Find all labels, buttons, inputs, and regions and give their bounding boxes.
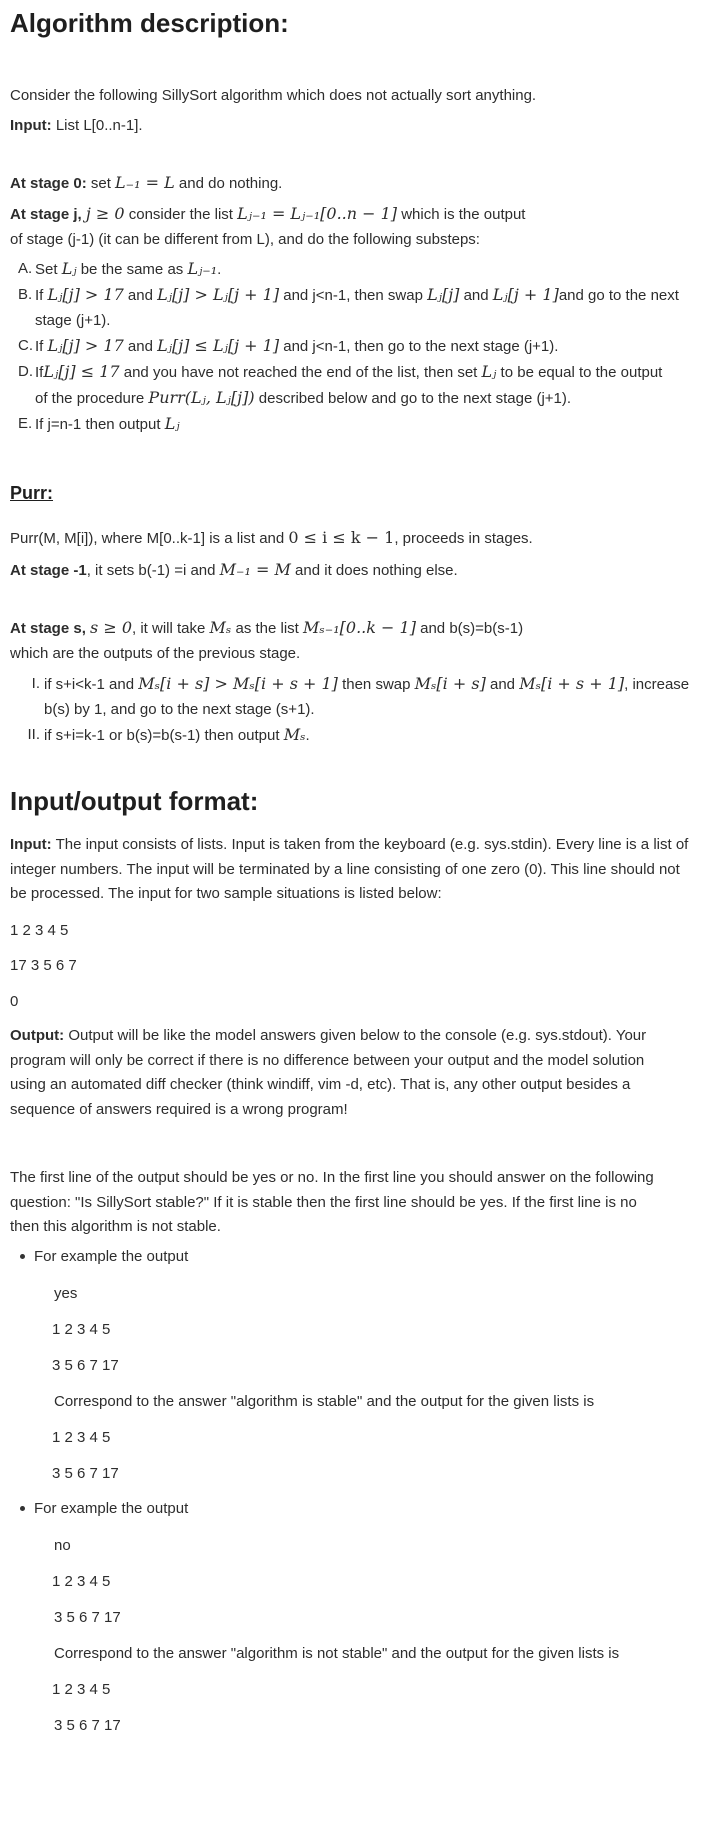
purr-heading-row	[10, 481, 717, 507]
purr-stage-s-math2: Mₛ	[209, 618, 232, 637]
sample-input-3: 0	[10, 992, 19, 1010]
substep-b-math2: Lⱼ[j] > Lⱼ[j + 1]	[157, 285, 280, 304]
substep-c-math1: Lⱼ[j] > 17	[47, 336, 124, 355]
example-2-line1: no	[54, 1536, 71, 1554]
purr-step-ii-pre: if s+i=k-1 or b(s)=b(s-1) then output	[44, 727, 280, 744]
substep-d-line2-pre: of the procedure	[35, 390, 145, 407]
purr-stage-s-math3: Mₛ₋₁[0..k − 1]	[303, 618, 416, 637]
substep-b-and: and	[127, 287, 153, 304]
stage-j-post: which is the output	[401, 206, 526, 223]
purr-stage-s-mid2: as the list	[235, 620, 299, 637]
example-2	[34, 1496, 717, 1521]
purr-stage-s-label: At stage s,	[10, 620, 86, 637]
purr-stage-s-post: and b(s)=b(s-1)	[420, 620, 524, 637]
example-1-corr: Correspond to the answer "algorithm is stable" and the output for the given lists is	[54, 1392, 595, 1410]
substep-a-math2: Lⱼ₋₁	[187, 259, 218, 278]
example-1	[34, 1244, 717, 1269]
algorithm-heading: Algorithm description:	[10, 8, 289, 38]
example-1-line2: 1 2 3 4 5	[52, 1320, 111, 1338]
substep-b-math3: Lⱼ[j]	[427, 285, 460, 304]
io-output-l1-text: Output will be like the model answers given below to the console (e.g. sys.stdout). Your	[68, 1027, 647, 1044]
purr-step-i-math1: Mₛ[i + s] > Mₛ[i + s + 1]	[138, 674, 338, 693]
substep-d-math2: Lⱼ	[481, 362, 497, 381]
example-2-line5: 3 5 6 7 17	[54, 1716, 121, 1734]
stage-zero-math: L₋₁ = L	[115, 173, 175, 192]
stage-j-mid: consider the list	[128, 206, 233, 223]
substep-b-and2: and	[463, 287, 489, 304]
io-input-l3: be processed. The input for two sample situations is listed below:	[10, 885, 442, 902]
substep-d-end: to be equal to the output	[500, 364, 663, 381]
substep-d-line2-post: described below and go to the next stage (j+1).	[258, 390, 572, 407]
substep-b-math1: Lⱼ[j] > 17	[47, 285, 124, 304]
bullet-dot-icon	[20, 1254, 25, 1259]
stage-zero-pre: set	[90, 175, 111, 192]
io-input-l1	[10, 833, 717, 858]
io-output-l1	[10, 1024, 717, 1049]
purr-heading: Purr:	[10, 483, 54, 503]
io-section	[10, 833, 717, 1240]
stage-zero-post: and do nothing.	[178, 175, 283, 192]
stage-j-line2: of stage (j-1) (it can be different from L), and do the following substeps:	[10, 231, 480, 248]
stage-zero-label: At stage 0:	[10, 175, 87, 192]
substep-e-math1: Lⱼ	[164, 414, 180, 433]
substep-a-math1: Lⱼ	[61, 259, 77, 278]
first-line-l3: then this algorithm is not stable.	[10, 1218, 221, 1235]
substep-c-and: and	[127, 338, 153, 355]
example-2-body	[10, 1533, 717, 1738]
substep-c	[18, 333, 717, 359]
purr-step-i-and: and	[489, 676, 516, 693]
purr-step-i-line2: b(s) by 1, and go to the next stage (s+1).	[44, 701, 315, 718]
purr-intro	[10, 525, 717, 551]
example-2-line3: 3 5 6 7 17	[54, 1608, 121, 1626]
example-1-line3: 3 5 6 7 17	[52, 1356, 119, 1374]
substep-c-label: C.	[18, 337, 33, 354]
substep-e	[18, 411, 717, 437]
substep-d-mid: and you have not reached the end of the list, then set	[123, 364, 478, 381]
algorithm-intro: Consider the following SillySort algorithm which does not actually sort anything.	[10, 87, 537, 104]
stage-j-math2: Lⱼ₋₁ = Lⱼ₋₁[0..n − 1]	[237, 204, 398, 223]
example-2-corr: Correspond to the answer "algorithm is not stable" and the output for the given lists is	[54, 1644, 620, 1662]
substep-d-label: D.	[18, 363, 33, 380]
purr-step-ii-end: .	[305, 727, 310, 744]
examples-list-2	[10, 1496, 717, 1521]
example-1-body	[10, 1281, 717, 1486]
io-heading: Input/output format:	[10, 786, 259, 816]
substep-a-mid: be the same as	[80, 261, 184, 278]
input-label: Input:	[10, 117, 52, 134]
first-line-l2: question: "Is SillySort stable?" If it is stable then the first line should be yes. If the first line is no	[10, 1193, 637, 1211]
purr-stage-s	[10, 615, 717, 641]
stage-zero	[10, 170, 717, 196]
purr-step-i-label: I.	[31, 675, 40, 692]
sample-input-1: 1 2 3 4 5	[10, 921, 69, 939]
io-output-label: Output:	[10, 1027, 65, 1044]
algorithm-input	[10, 113, 717, 138]
purr-intro-post: , proceeds in stages.	[394, 530, 533, 547]
io-input-l1-text: The input consists of lists. Input is taken from the keyboard (e.g. sys.stdin). Every line is a list of	[55, 836, 689, 853]
io-input-l2: integer numbers. The input will be terminated by a line consisting of one zero (0). This line should not	[10, 860, 680, 878]
substep-c-end: and j<n-1, then go to the next stage (j+1).	[283, 338, 559, 355]
io-output-l2: program will only be correct if there is no difference between your output and the model solution	[10, 1051, 645, 1069]
substep-c-pre: If	[35, 338, 44, 355]
purr-step-i-pre: if s+i<k-1 and	[44, 676, 135, 693]
io-input-label: Input:	[10, 836, 52, 853]
purr-stage-minus-one-pre: , it sets b(-1) =i and	[86, 562, 216, 579]
purr-step-i-end: , increase	[624, 676, 690, 693]
substep-e-label: E.	[18, 415, 33, 432]
purr-stage-minus-one-label: At stage -1	[10, 562, 87, 579]
example-1-title: For example the output	[34, 1247, 189, 1265]
io-output-l4: sequence of answers required is a wrong program!	[10, 1100, 348, 1118]
purr-steps-list	[10, 671, 717, 748]
substep-d-math3: Purr(Lⱼ, Lⱼ[j])	[148, 388, 255, 407]
first-line-l1: The first line of the output should be yes or no. In the first line you should answer on the following	[10, 1169, 654, 1186]
example-2-line4: 1 2 3 4 5	[52, 1680, 111, 1698]
substep-d-pre: If	[35, 364, 44, 381]
purr-stage-s-line2: which are the outputs of the previous stage.	[10, 645, 301, 662]
purr-step-i	[16, 671, 717, 722]
purr-intro-math: 0 ≤ i ≤ k − 1	[288, 528, 395, 547]
stage-j-label: At stage j,	[10, 206, 82, 223]
substep-d-math1: Lⱼ[j] ≤ 17	[43, 362, 120, 381]
substep-b	[18, 282, 717, 333]
substep-b-pre: If	[35, 287, 44, 304]
example-2-title: For example the output	[34, 1499, 189, 1517]
io-output-l3: using an automated diff checker (think windiff, vim -d, etc). That is, any other output besides a	[10, 1076, 631, 1093]
purr-stage-minus-one	[10, 557, 717, 583]
purr-step-i-math3: Mₛ[i + s + 1]	[519, 674, 625, 693]
example-2-line2: 1 2 3 4 5	[52, 1572, 111, 1590]
substep-d	[18, 359, 717, 411]
purr-stage-s-mid: , it will take	[132, 620, 206, 637]
substep-e-pre: If j=n-1 then output	[35, 416, 161, 433]
substep-a-label: A.	[18, 260, 33, 277]
substep-b-mid: and j<n-1, then swap	[283, 287, 423, 304]
substeps-list	[10, 256, 717, 437]
stage-j	[10, 201, 717, 227]
purr-step-ii-math1: Mₛ	[283, 725, 306, 744]
purr-step-i-mid: then swap	[342, 676, 411, 693]
substep-b-label: B.	[18, 286, 33, 303]
purr-stage-minus-one-math: M₋₁ = M	[219, 560, 291, 579]
example-1-line5: 3 5 6 7 17	[52, 1464, 119, 1482]
purr-intro-pre: Purr(M, M[i]), where M[0..k-1] is a list and	[10, 530, 285, 547]
purr-stage-minus-one-post: and it does nothing else.	[295, 562, 458, 579]
examples-list	[10, 1244, 717, 1269]
substep-b-math4: Lⱼ[j + 1]	[492, 285, 559, 304]
substep-a-end: .	[217, 261, 222, 278]
stage-j-math1: j ≥ 0	[85, 204, 125, 223]
substep-c-math2: Lⱼ[j] ≤ Lⱼ[j + 1]	[157, 336, 280, 355]
purr-step-i-math2: Mₛ[i + s]	[414, 674, 486, 693]
purr-step-ii-label: II.	[27, 726, 40, 743]
substep-a	[18, 256, 717, 282]
substep-b-end: and go to the next	[558, 287, 679, 304]
substep-b-line2: stage (j+1).	[35, 312, 111, 329]
substep-a-pre: Set	[35, 261, 58, 278]
input-text: List L[0..n-1].	[55, 117, 143, 134]
sample-input-2: 17 3 5 6 7	[10, 957, 77, 974]
purr-stage-s-math1: s ≥ 0	[90, 618, 132, 637]
bullet-dot-icon	[20, 1506, 25, 1511]
purr-step-ii	[16, 722, 717, 748]
example-1-line1: yes	[54, 1284, 78, 1302]
example-1-line4: 1 2 3 4 5	[52, 1428, 111, 1446]
